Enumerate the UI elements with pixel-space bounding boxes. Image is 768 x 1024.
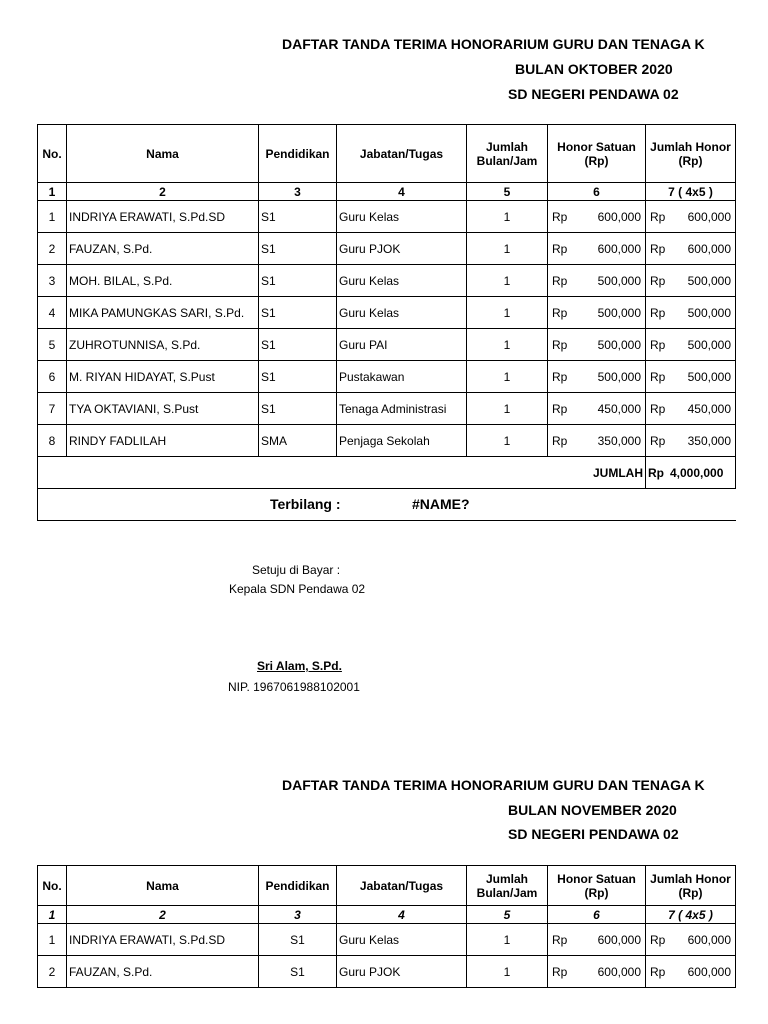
cell-pendidikan: S1 <box>259 329 337 361</box>
header-jabatan: Jabatan/Tugas <box>337 125 467 183</box>
cell-total <box>646 956 736 988</box>
honor-value: 600,000 <box>597 241 641 256</box>
jumlah-label: JUMLAH <box>548 457 646 489</box>
header-honor-satuan: Honor Satuan (Rp) <box>548 866 646 906</box>
cell-jabatan: Guru Kelas <box>337 297 467 329</box>
doc1-terbilang-row <box>38 489 736 521</box>
table-row <box>38 393 736 425</box>
cell-honor <box>548 201 646 233</box>
currency-label: Rp <box>650 932 666 947</box>
currency-label: Rp <box>650 401 666 416</box>
cell-jabatan: Guru PJOK <box>337 956 467 988</box>
currency-label: Rp <box>552 932 568 947</box>
cell-jumlah: 1 <box>467 924 548 956</box>
cell-total <box>646 233 736 265</box>
cell-pendidikan: S1 <box>259 361 337 393</box>
honor-value: 600,000 <box>597 932 641 947</box>
doc1-colnum-row <box>38 183 736 201</box>
signer-nip: NIP. 1967061988102001 <box>228 680 360 694</box>
doc1-table <box>37 124 736 521</box>
colnum: 5 <box>467 906 548 924</box>
cell-pendidikan: S1 <box>259 393 337 425</box>
cell-total <box>646 201 736 233</box>
cell-total <box>646 265 736 297</box>
colnum: 4 <box>337 906 467 924</box>
cell-total <box>646 425 736 457</box>
cell-nama: MOH. BILAL, S.Pd. <box>67 265 259 297</box>
header-no: No. <box>38 125 67 183</box>
total-value: 500,000 <box>687 273 731 288</box>
currency-label: Rp <box>552 273 568 288</box>
total-value: 500,000 <box>687 305 731 320</box>
cell-total <box>646 924 736 956</box>
doc2-month: BULAN NOVEMBER 2020 <box>508 802 677 818</box>
colnum: 3 <box>259 183 337 201</box>
doc2-table-body <box>38 924 736 988</box>
header-jumlah-honor: Jumlah Honor (Rp) <box>646 125 736 183</box>
currency-label: Rp <box>650 337 666 352</box>
colnum: 2 <box>67 906 259 924</box>
cell-jumlah: 1 <box>467 361 548 393</box>
cell-nama: RINDY FADLILAH <box>67 425 259 457</box>
header-jumlah: Jumlah Bulan/Jam <box>467 125 548 183</box>
cell-jabatan: Guru PAI <box>337 329 467 361</box>
doc2-colnum-row <box>38 906 736 924</box>
cell-pendidikan: S1 <box>259 233 337 265</box>
honor-value: 500,000 <box>597 337 641 352</box>
cell-no: 5 <box>38 329 67 361</box>
table-row <box>38 233 736 265</box>
doc1-header-row <box>38 125 736 183</box>
currency-label: Rp <box>650 369 666 384</box>
header-jabatan: Jabatan/Tugas <box>337 866 467 906</box>
currency-label: Rp <box>552 209 568 224</box>
doc2-table <box>37 865 736 988</box>
cell-nama: M. RIYAN HIDAYAT, S.Pust <box>67 361 259 393</box>
cell-honor <box>548 956 646 988</box>
cell-no: 2 <box>38 233 67 265</box>
cell-honor <box>548 233 646 265</box>
terbilang-value: #NAME? <box>412 495 470 512</box>
header-jumlah-honor: Jumlah Honor (Rp) <box>646 866 736 906</box>
cell-no: 8 <box>38 425 67 457</box>
currency-label: Rp <box>650 305 666 320</box>
colnum: 3 <box>259 906 337 924</box>
approve-line2: Kepala SDN Pendawa 02 <box>229 582 366 596</box>
cell-honor <box>548 297 646 329</box>
currency-label: Rp <box>650 433 666 448</box>
doc1-school: SD NEGERI PENDAWA 02 <box>508 86 679 102</box>
colnum: 7 ( 4x5 ) <box>646 183 736 201</box>
currency-label: Rp <box>552 369 568 384</box>
table-row <box>38 329 736 361</box>
table-row <box>38 956 736 988</box>
currency-label: Rp <box>650 273 666 288</box>
cell-jabatan: Tenaga Administrasi <box>337 393 467 425</box>
terbilang-cell <box>38 489 736 521</box>
colnum: 6 <box>548 906 646 924</box>
cell-pendidikan: S1 <box>259 297 337 329</box>
cell-pendidikan: S1 <box>259 201 337 233</box>
cell-jabatan: Guru Kelas <box>337 924 467 956</box>
cell-jumlah: 1 <box>467 956 548 988</box>
cell-jabatan: Penjaga Sekolah <box>337 425 467 457</box>
cell-nama: INDRIYA ERAWATI, S.Pd.SD <box>67 924 259 956</box>
cell-pendidikan: S1 <box>259 956 337 988</box>
cell-no: 1 <box>38 201 67 233</box>
total-value: 350,000 <box>687 433 731 448</box>
table-row <box>38 361 736 393</box>
cell-jumlah: 1 <box>467 393 548 425</box>
cell-nama: TYA OKTAVIANI, S.Pust <box>67 393 259 425</box>
header-honor-satuan: Honor Satuan (Rp) <box>548 125 646 183</box>
currency-label: Rp <box>650 241 666 256</box>
header-nama: Nama <box>67 125 259 183</box>
colnum: 5 <box>467 183 548 201</box>
total-value: 600,000 <box>687 932 731 947</box>
cell-total <box>646 329 736 361</box>
currency-label: Rp <box>552 964 568 979</box>
cell-honor <box>548 361 646 393</box>
cell-honor <box>548 924 646 956</box>
cell-jabatan: Guru Kelas <box>337 265 467 297</box>
colnum: 1 <box>38 183 67 201</box>
doc1-table-body <box>38 201 736 457</box>
cell-no: 6 <box>38 361 67 393</box>
total-value: 600,000 <box>687 241 731 256</box>
total-value: 600,000 <box>687 964 731 979</box>
cell-honor <box>548 265 646 297</box>
doc2-school: SD NEGERI PENDAWA 02 <box>508 826 679 842</box>
jumlah-spacer <box>38 457 548 489</box>
cell-jumlah: 1 <box>467 329 548 361</box>
currency-label: Rp <box>552 401 568 416</box>
cell-no: 1 <box>38 924 67 956</box>
currency-label: Rp <box>552 241 568 256</box>
cell-jumlah: 1 <box>467 233 548 265</box>
honor-value: 450,000 <box>597 401 641 416</box>
signer-name: Sri Alam, S.Pd. <box>257 659 342 673</box>
colnum: 2 <box>67 183 259 201</box>
colnum: 7 ( 4x5 ) <box>646 906 736 924</box>
cell-nama: MIKA PAMUNGKAS SARI, S.Pd. <box>67 297 259 329</box>
header-pendidikan: Pendidikan <box>259 866 337 906</box>
cell-no: 7 <box>38 393 67 425</box>
header-pendidikan: Pendidikan <box>259 125 337 183</box>
cell-nama: ZUHROTUNNISA, S.Pd. <box>67 329 259 361</box>
total-value: 600,000 <box>687 209 731 224</box>
header-jumlah: Jumlah Bulan/Jam <box>467 866 548 906</box>
cell-jumlah: 1 <box>467 201 548 233</box>
cell-no: 4 <box>38 297 67 329</box>
cell-jabatan: Guru PJOK <box>337 233 467 265</box>
colnum: 6 <box>548 183 646 201</box>
currency-label: Rp <box>552 433 568 448</box>
cell-jumlah: 1 <box>467 265 548 297</box>
table-row <box>38 425 736 457</box>
honor-value: 350,000 <box>597 433 641 448</box>
approve-line1: Setuju di Bayar : <box>252 563 341 577</box>
doc1-title: DAFTAR TANDA TERIMA HONORARIUM GURU DAN TENAGA K <box>282 36 705 52</box>
cell-honor <box>548 393 646 425</box>
doc1-jumlah-row <box>38 457 736 489</box>
cell-total <box>646 393 736 425</box>
jumlah-value: 4,000,000 <box>670 465 724 480</box>
currency-label: Rp <box>552 305 568 320</box>
total-value: 450,000 <box>687 401 731 416</box>
currency-label: Rp <box>650 964 666 979</box>
cell-jumlah: 1 <box>467 425 548 457</box>
terbilang-label: Terbilang : <box>270 495 341 512</box>
cell-jabatan: Pustakawan <box>337 361 467 393</box>
cell-no: 3 <box>38 265 67 297</box>
honor-value: 500,000 <box>597 273 641 288</box>
cell-pendidikan: SMA <box>259 425 337 457</box>
doc1-month: BULAN OKTOBER 2020 <box>515 61 673 77</box>
table-row <box>38 201 736 233</box>
cell-total <box>646 361 736 393</box>
currency-label: Rp <box>650 209 666 224</box>
colnum: 1 <box>38 906 67 924</box>
cell-jabatan: Guru Kelas <box>337 201 467 233</box>
header-no: No. <box>38 866 67 906</box>
table-row <box>38 265 736 297</box>
cell-jumlah: 1 <box>467 297 548 329</box>
cell-total <box>646 297 736 329</box>
cell-nama: FAUZAN, S.Pd. <box>67 956 259 988</box>
header-nama: Nama <box>67 866 259 906</box>
table-row <box>38 297 736 329</box>
honor-value: 500,000 <box>597 305 641 320</box>
total-value: 500,000 <box>687 369 731 384</box>
honor-value: 600,000 <box>597 964 641 979</box>
honor-value: 500,000 <box>597 369 641 384</box>
cell-pendidikan: S1 <box>259 924 337 956</box>
cell-nama: INDRIYA ERAWATI, S.Pd.SD <box>67 201 259 233</box>
cell-nama: FAUZAN, S.Pd. <box>67 233 259 265</box>
jumlah-value-cell <box>646 457 736 489</box>
currency-label: Rp <box>552 337 568 352</box>
colnum: 4 <box>337 183 467 201</box>
table-row <box>38 924 736 956</box>
cell-honor <box>548 329 646 361</box>
doc2-title: DAFTAR TANDA TERIMA HONORARIUM GURU DAN TENAGA K <box>282 777 705 793</box>
honor-value: 600,000 <box>597 209 641 224</box>
cell-honor <box>548 425 646 457</box>
doc2-header-row <box>38 866 736 906</box>
jumlah-rp: Rp <box>648 465 664 480</box>
cell-no: 2 <box>38 956 67 988</box>
total-value: 500,000 <box>687 337 731 352</box>
cell-pendidikan: S1 <box>259 265 337 297</box>
